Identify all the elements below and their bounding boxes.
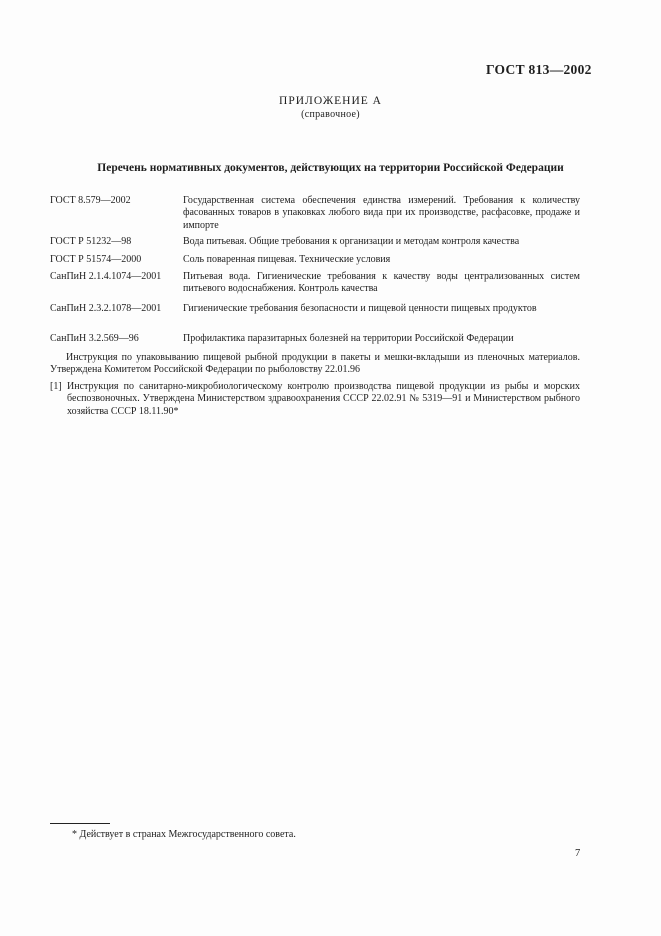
reference-description: Гигиенические требования безопасности и пищевой ценности пищевых продуктов xyxy=(183,303,537,314)
section-title: Перечень нормативных документов, действующих на территории Российской Федерации xyxy=(97,162,564,174)
bibliography-number: [1] xyxy=(50,381,62,392)
reference-description: Питьевая вода. Гигиенические требования к качеству воды централизованных систем питьевого водоснабжения. Контроль качества xyxy=(183,271,580,295)
reference-description: Вода питьевая. Общие требования к организации и методам контроля качества xyxy=(183,236,520,247)
reference-description: Государственная система обеспечения единства измерений. Требования к количеству фасованных товаров в упаковках любого вида при их производстве, расфасовке, продаже и импорте xyxy=(183,195,580,231)
instruction-paragraph: Инструкция по упаковыванию пищевой рыбной продукции в пакеты и мешки-вкладыши из пленочных материалов. Утверждена Комитетом Российской Федерации по рыболовству 22.01.96 xyxy=(50,352,580,376)
annex-subtitle: (справочное) xyxy=(301,109,360,120)
reference-code: ГОСТ 8.579—2002 xyxy=(50,195,131,206)
footnote-divider xyxy=(50,823,110,824)
reference-code: СанПиН 3.2.569—96 xyxy=(50,333,139,344)
reference-description: Соль поваренная пищевая. Технические условия xyxy=(183,254,391,265)
page-number: 7 xyxy=(575,848,581,859)
reference-description: Профилактика паразитарных болезней на территории Российской Федерации xyxy=(183,333,514,344)
footnote: * Действует в странах Межгосударственного совета. xyxy=(72,829,296,840)
document-code: ГОСТ 813—2002 xyxy=(486,62,592,77)
reference-code: СанПиН 2.1.4.1074—2001 xyxy=(50,271,162,282)
bibliography-entry: Инструкция по санитарно-микробиологическому контролю производства пищевой продукции из рыбы и морских беспозвоночных. Утверждена Министерством здравоохранения СССР 22.02.91 № 5319—91 и Министерством рыбного хозяйства СССР 18.11.90* xyxy=(67,381,580,417)
reference-code: СанПиН 2.3.2.1078—2001 xyxy=(50,303,162,314)
annex-title: ПРИЛОЖЕНИЕ А xyxy=(279,95,382,107)
reference-code: ГОСТ Р 51574—2000 xyxy=(50,254,142,265)
reference-code: ГОСТ Р 51232—98 xyxy=(50,236,132,247)
